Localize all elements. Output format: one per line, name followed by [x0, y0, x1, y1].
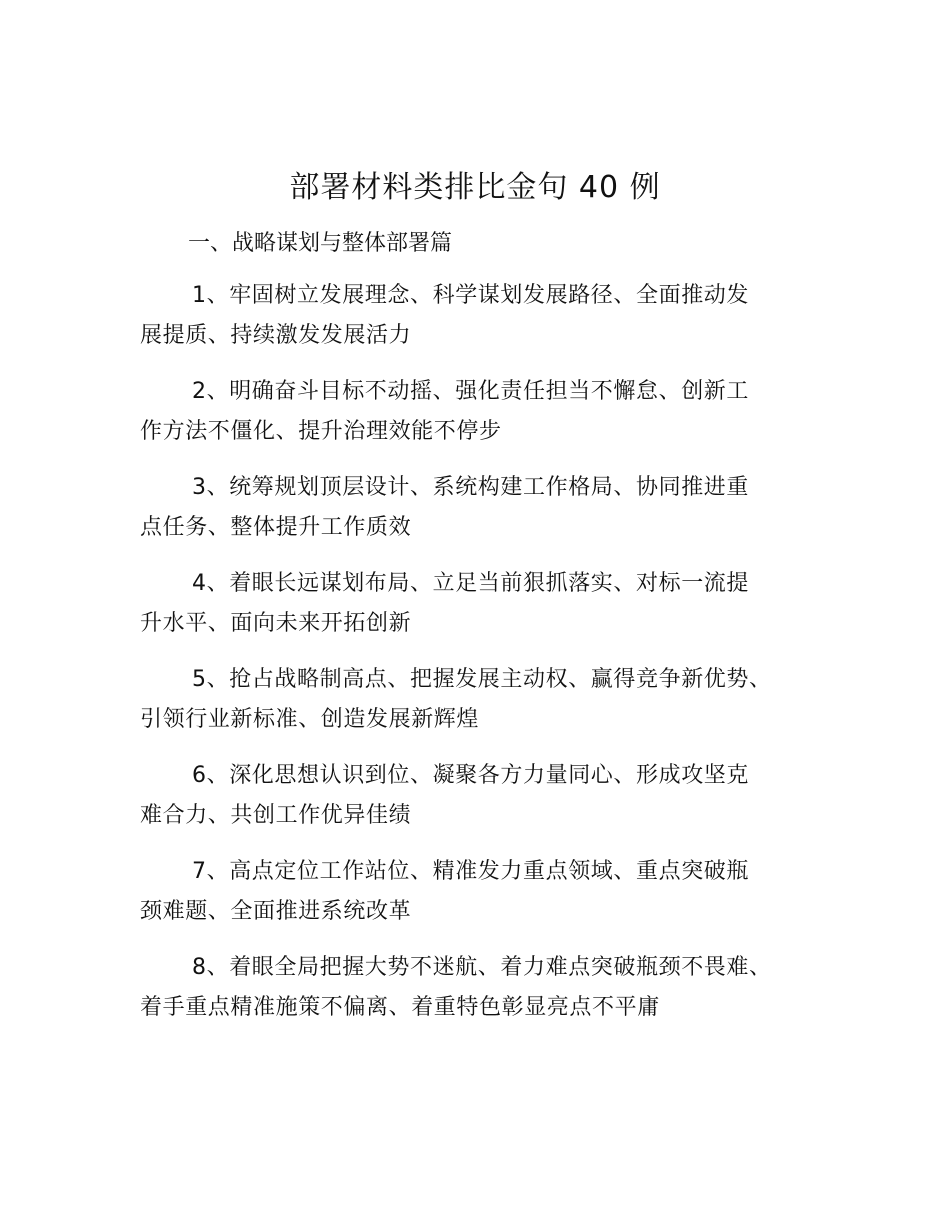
list-item-text: 抢占战略制高点、把握发展主动权、赢得竞争新优势、 — [229, 667, 772, 692]
list-item-line-1 — [140, 564, 820, 604]
list-item-line-2: 升水平、面向未来开拓创新 — [140, 611, 412, 636]
list-item-number: 2、 — [192, 379, 230, 404]
document-body — [140, 224, 820, 1028]
document-title: 部署材料类排比金句 40 例 — [289, 170, 661, 205]
list-item-text: 着眼全局把握大势不迷航、着力难点突破瓶颈不畏难、 — [229, 955, 772, 980]
list-item-line-1 — [140, 948, 820, 988]
list-item — [140, 564, 820, 644]
list-item-line-1 — [140, 372, 820, 412]
list-item-number: 7、 — [192, 859, 230, 884]
section-heading: 一、战略谋划与整体部署篇 — [188, 231, 453, 256]
list-item-line-2: 展提质、持续激发发展活力 — [140, 323, 412, 348]
list-item — [140, 660, 820, 740]
list-item — [140, 756, 820, 836]
list-item — [140, 276, 820, 356]
list-item-text: 牢固树立发展理念、科学谋划发展路径、全面推动发 — [229, 283, 750, 308]
list-item — [140, 372, 820, 452]
list-item-text: 明确奋斗目标不动摇、强化责任担当不懈怠、创新工 — [229, 379, 750, 404]
list-item-line-2: 点任务、整体提升工作质效 — [140, 515, 412, 540]
list-item-line-2: 难合力、共创工作优异佳绩 — [140, 803, 412, 828]
list-item-line-2: 引领行业新标准、创造发展新辉煌 — [140, 707, 480, 732]
list-item-line-2: 着手重点精准施策不偏离、着重特色彰显亮点不平庸 — [140, 995, 660, 1020]
list-item-text: 着眼长远谋划布局、立足当前狠抓落实、对标一流提 — [229, 571, 750, 596]
list-item-number: 5、 — [192, 667, 230, 692]
list-item — [140, 468, 820, 548]
list-item-number: 8、 — [192, 955, 230, 980]
list-item-line-1 — [140, 468, 820, 508]
list-item-text: 统筹规划顶层设计、系统构建工作格局、协同推进重 — [229, 475, 750, 500]
list-item-number: 1、 — [192, 283, 230, 308]
list-item-text: 高点定位工作站位、精准发力重点领域、重点突破瓶 — [229, 859, 750, 884]
list-item-line-2: 颈难题、全面推进系统改革 — [140, 899, 412, 924]
list-item-line-2: 作方法不僵化、提升治理效能不停步 — [140, 419, 502, 444]
list-item-text: 深化思想认识到位、凝聚各方力量同心、形成攻坚克 — [229, 763, 750, 788]
list-item-number: 3、 — [192, 475, 230, 500]
list-item — [140, 852, 820, 932]
list-item-line-1 — [140, 276, 820, 316]
list-item-line-1 — [140, 756, 820, 796]
list-item-line-1 — [140, 660, 820, 700]
list-item-number: 4、 — [192, 571, 230, 596]
list-item-number: 6、 — [192, 763, 230, 788]
list-item-line-1 — [140, 852, 820, 892]
list-item — [140, 948, 820, 1028]
